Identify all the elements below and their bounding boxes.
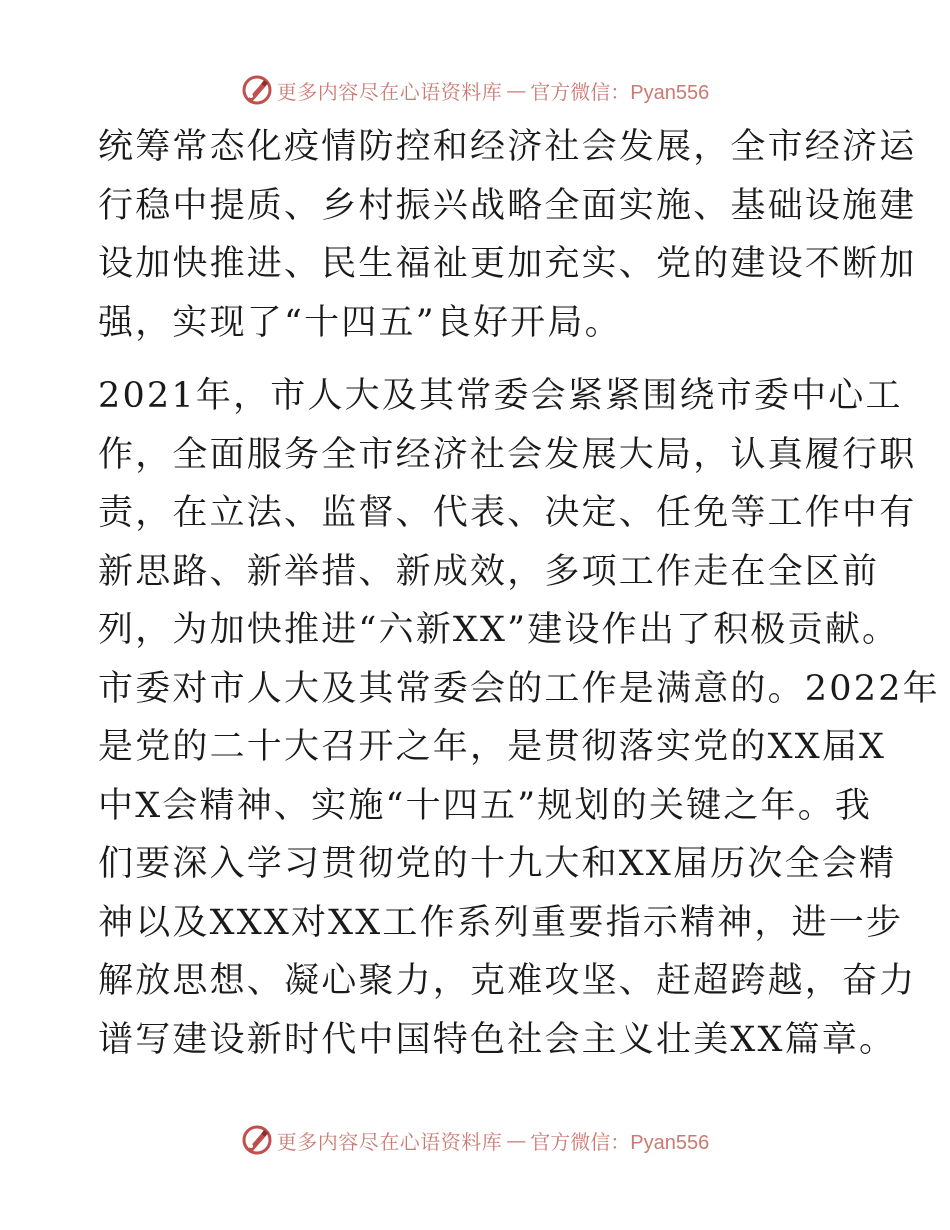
watermark-contact: 官方微信：Pyan556 — [530, 81, 710, 104]
text-line: 作，全面服务全市经济社会发展大局，认真履行职 — [98, 434, 917, 475]
text-line: 新思路、新举措、新成效，多项工作走在全区前 — [98, 551, 880, 592]
text-line: 谱写建设新时代中国特色社会主义壮美XX篇章。 — [98, 1019, 897, 1060]
watermark-separator: — — [506, 1128, 527, 1152]
text-line: 们要深入学习贯彻党的十九大和XX届历次全会精 — [98, 844, 897, 884]
text-line: 统筹常态化疫情防控和经济社会发展，全市经济运 — [98, 127, 917, 167]
watermark-separator: — — [506, 78, 527, 102]
text-line: 解放思想、凝心聚力，克难攻坚、赶超跨越，奋力 — [98, 961, 917, 1001]
text-line: 市委对市人大及其常委会的工作是满意的。2022年 — [98, 668, 940, 709]
text-line: 中X会精神、实施“十四五”规划的关键之年。我 — [98, 785, 873, 826]
text-line: 责，在立法、监督、代表、决定、任免等工作中有 — [98, 493, 917, 533]
watermark-inner — [241, 1124, 709, 1156]
watermark-text: 更多内容尽在心语资料库 — [276, 79, 503, 104]
footer-watermark — [0, 1120, 950, 1160]
pen-logo-icon — [241, 1124, 273, 1156]
paragraph-2 — [98, 367, 940, 1069]
watermark-text: 更多内容尽在心语资料库 — [276, 1129, 503, 1154]
header-watermark — [0, 70, 950, 110]
text-line: 神以及XXX对XX工作系列重要指示精神，进一步 — [98, 902, 904, 943]
text-line: 强，实现了“十四五”良好开局。 — [98, 302, 622, 343]
text-line: 设加快推进、民生福祉更加充实、党的建设不断加 — [98, 244, 917, 284]
text-line: 是党的二十大召开之年，是贯彻落实党的XX届X — [98, 727, 887, 767]
watermark-contact: 官方微信：Pyan556 — [530, 1131, 710, 1154]
text-line: 2021年，市人大及其常委会紧紧围绕市委中心工 — [98, 376, 903, 416]
paragraph-1 — [98, 118, 917, 352]
watermark-inner — [241, 74, 709, 106]
text-line: 列，为加快推进“六新XX”建设作出了积极贡献。 — [98, 610, 900, 650]
pen-logo-icon — [241, 74, 273, 106]
text-line: 行稳中提质、乡村振兴战略全面实施、基础设施建 — [98, 185, 917, 226]
